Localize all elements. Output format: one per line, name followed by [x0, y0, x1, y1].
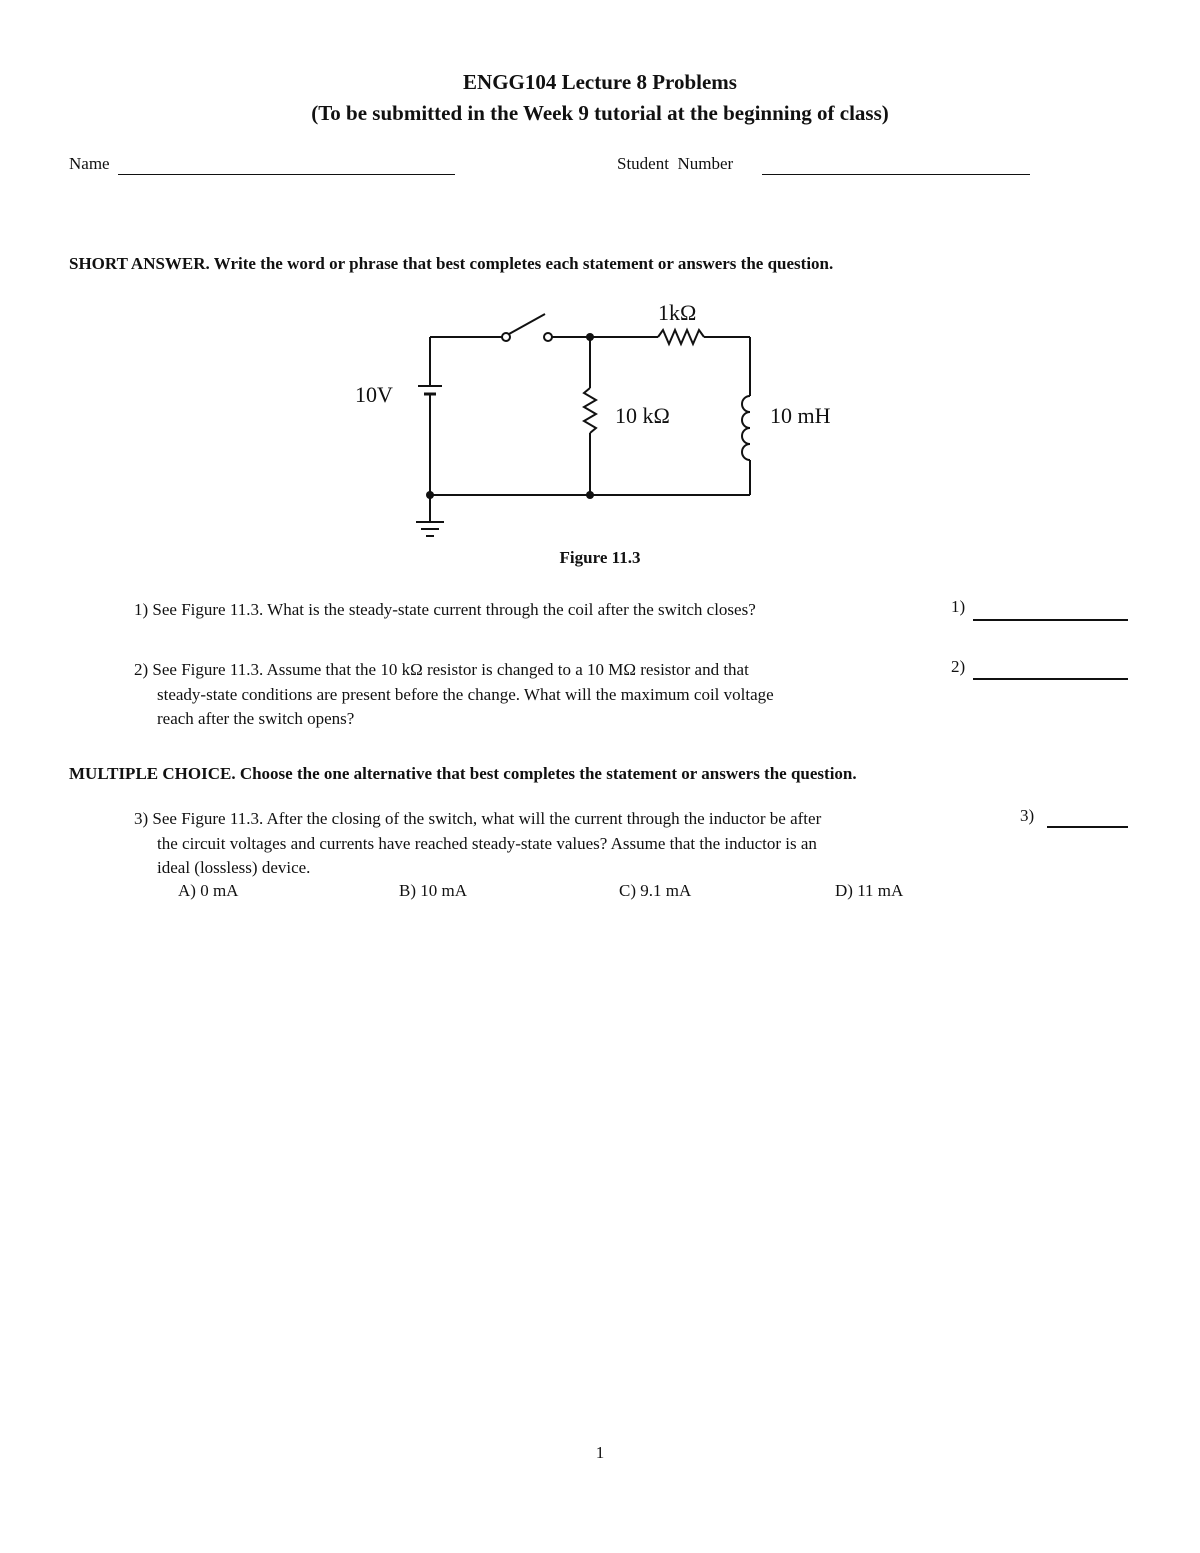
question-2-line-2: steady-state conditions are present before the change. What will the maximum coil voltage — [157, 685, 774, 704]
question-2 — [134, 657, 749, 682]
question-number: 1) — [134, 600, 149, 619]
question-text: See Figure 11.3. What is the steady-state current through the coil after the switch closes? — [152, 600, 756, 619]
question-text: See Figure 11.3. After the closing of the switch, what will the current through the inductor be after — [152, 809, 822, 828]
circuit-diagram — [340, 290, 860, 550]
choice-c[interactable]: C) 9.1 mA — [619, 881, 692, 900]
resistor-top-zigzag — [658, 330, 704, 344]
name-field[interactable] — [118, 174, 455, 175]
label-inductor: 10 mH — [770, 403, 831, 428]
question-3 — [134, 806, 821, 831]
label-resistor-top: 1kΩ — [658, 300, 697, 325]
answer-label-3: 3) — [1020, 806, 1035, 825]
switch-terminal-left — [502, 333, 510, 341]
question-number: 2) — [134, 660, 149, 679]
resistor-mid-zigzag — [584, 388, 596, 433]
student-number-label: Student Number — [617, 154, 734, 173]
switch-terminal-right — [544, 333, 552, 341]
answer-field-1[interactable] — [973, 619, 1128, 621]
label-resistor-mid: 10 kΩ — [615, 403, 670, 428]
answer-label-1: 1) — [951, 597, 966, 616]
short-answer-heading — [69, 254, 833, 274]
student-number-field[interactable] — [762, 174, 1030, 175]
multiple-choice-heading — [69, 764, 857, 784]
question-number: 3) — [134, 809, 149, 828]
label-source: 10V — [355, 382, 393, 407]
choice-b[interactable]: B) 10 mA — [399, 881, 467, 900]
short-answer-title: SHORT ANSWER. — [69, 254, 210, 273]
answer-field-2[interactable] — [973, 678, 1128, 680]
question-3-line-3: ideal (lossless) device. — [157, 858, 311, 877]
multiple-choice-instruction: Choose the one alternative that best completes the statement or answers the question. — [239, 764, 857, 783]
choice-a[interactable]: A) 0 mA — [178, 881, 239, 900]
question-text: See Figure 11.3. Assume that the 10 kΩ resistor is changed to a 10 MΩ resistor and that — [152, 660, 749, 679]
page-number: 1 — [595, 1443, 605, 1462]
junction-bottom-mid — [586, 491, 594, 499]
choice-d[interactable]: D) 11 mA — [835, 881, 904, 900]
multiple-choice-title: MULTIPLE CHOICE. — [69, 764, 236, 783]
question-1 — [134, 597, 756, 622]
question-3-line-2: the circuit voltages and currents have reached steady-state values? Assume that the inductor is an — [157, 834, 817, 853]
answer-label-2: 2) — [951, 657, 966, 676]
question-2-line-3: reach after the switch opens? — [157, 709, 355, 728]
page-title: ENGG104 Lecture 8 Problems — [463, 70, 737, 94]
answer-field-3[interactable] — [1047, 826, 1128, 828]
junction-bottom-left — [426, 491, 434, 499]
inductor-coil — [742, 396, 750, 460]
switch-blade — [509, 314, 545, 334]
short-answer-instruction: Write the word or phrase that best completes each statement or answers the question. — [213, 254, 834, 273]
figure-caption: Figure 11.3 — [559, 548, 641, 567]
name-label: Name — [69, 154, 110, 173]
junction-top — [586, 333, 594, 341]
page-subtitle: (To be submitted in the Week 9 tutorial at the beginning of class) — [311, 101, 889, 125]
